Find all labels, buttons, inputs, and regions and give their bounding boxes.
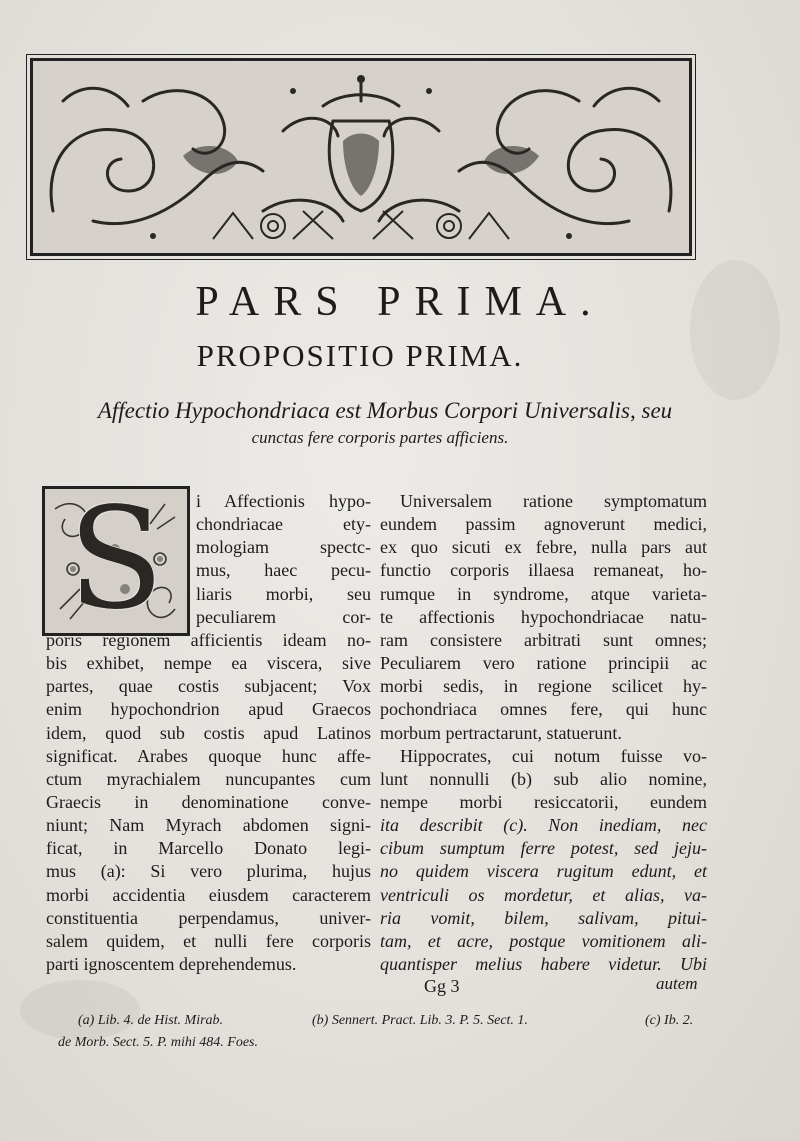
proposition-title: PROPOSITIO PRIMA.	[196, 338, 524, 373]
left-column-line: mus, haec pecu-	[196, 560, 371, 581]
part-title: PARS PRIMA.	[195, 279, 605, 325]
right-column-line: morbi sedis, in regione scilicet hy-	[380, 676, 707, 697]
proposition-statement-line-1: Affectio Hypochondriaca est Morbus Corpori Universalis, seu	[97, 398, 673, 423]
left-column-line: constituentia perpendamus, univer-	[46, 907, 371, 928]
right-column-line: Peculiarem vero ratione principii ac	[380, 653, 707, 674]
signature-mark: Gg 3	[424, 976, 460, 996]
right-column-line: ventriculi os mordetur, et alias, va-	[380, 884, 707, 905]
right-column-line: functio corporis illaesa remaneat, ho-	[380, 560, 707, 581]
footnote-a-continued: de Morb. Sect. 5. P. mihi 484. Foes.	[58, 1035, 258, 1050]
footnote-b: (b) Sennert. Pract. Lib. 3. P. 5. Sect. 1.	[312, 1013, 528, 1028]
paper-stain	[20, 980, 140, 1040]
left-column-line: liaris morbi, seu	[196, 583, 371, 604]
left-column-line: ctum myrachialem nuncupantes cum	[46, 768, 371, 789]
right-column-line: Hippocrates, cui notum fuisse vo-	[400, 745, 707, 766]
left-column-line: poris regionem afficientis ideam no-	[46, 629, 371, 650]
left-column-line: Graecis in denominatione conve-	[46, 791, 371, 812]
left-column-line: mus (a): Si vero plurima, hujus	[46, 861, 371, 882]
right-column-line: lunt nonnulli (b) sub alio nomine,	[380, 768, 707, 789]
right-column-line: ex quo sicuti ex febre, nulla pars aut	[380, 537, 707, 558]
left-column-line: salem quidem, et nulli fere corporis	[46, 930, 371, 951]
right-column-line: no quidem viscera rugitum edunt, et	[380, 861, 707, 882]
right-column-line: te affectionis hypochondriacae natu-	[380, 606, 707, 627]
left-column-line: morbi accidentia eiusdem caracterem	[46, 884, 371, 905]
left-column-line: niunt; Nam Myrach abdomen signi-	[46, 815, 371, 836]
footnote-a: (a) Lib. 4. de Hist. Mirab.	[78, 1013, 224, 1028]
left-column-line: partes, quae costis subjacent; Vox	[46, 676, 371, 697]
right-column-line: Universalem ratione symptomatum	[400, 491, 707, 511]
right-column-line: eundem passim agnoverunt medici,	[380, 514, 707, 535]
left-column-line: ficat, in Marcello Donato legi-	[46, 838, 371, 859]
left-column-line: significat. Arabes quoque hunc affe-	[46, 745, 371, 766]
left-column-line: mologiam spectc-	[196, 537, 371, 558]
headpiece-ornament	[30, 58, 692, 256]
initial-letter: S	[68, 486, 164, 636]
right-column-line: ram consistere arbitrati sunt omnes;	[380, 629, 707, 650]
right-column-line: ita describit (c). Non inediam, nec	[380, 815, 707, 836]
right-column-line: ria vomit, bilem, salivam, pitui-	[380, 907, 707, 928]
right-column-line: pochondriaca omnes fere, qui hunc	[380, 699, 707, 720]
right-column-line: rumque in syndrome, atque varieta-	[380, 583, 707, 604]
left-column-line: parti ignoscentem deprehendemus.	[46, 954, 297, 974]
left-column-line: enim hypochondrion apud Graecos	[46, 699, 371, 720]
catchword: autem	[656, 974, 698, 993]
left-column-line: bis exhibet, nempe ea viscera, sive	[46, 653, 371, 674]
right-column-line: cibum sumptum ferre potest, sed jeju-	[380, 838, 707, 859]
right-column-line: tam, et acre, postque vomitionem ali-	[380, 930, 707, 951]
decorated-initial	[42, 486, 190, 636]
footnote-c: (c) Ib. 2.	[645, 1013, 694, 1028]
right-column-line: nempe morbi resiccatorii, eundem	[380, 791, 707, 812]
right-column-line: quantisper melius habere videtur. Ubi	[380, 954, 707, 974]
left-column-line: idem, quod sub costis apud Latinos	[46, 722, 371, 743]
left-column-line: peculiarem cor-	[196, 606, 371, 627]
proposition-statement-line-2: cunctas fere corporis partes afficiens.	[251, 428, 509, 447]
left-column-line: chondriacae ety-	[196, 514, 371, 535]
left-column-line: i Affectionis hypo-	[196, 491, 371, 511]
right-column-line: morbum pertractarunt, statuerunt.	[380, 722, 622, 743]
